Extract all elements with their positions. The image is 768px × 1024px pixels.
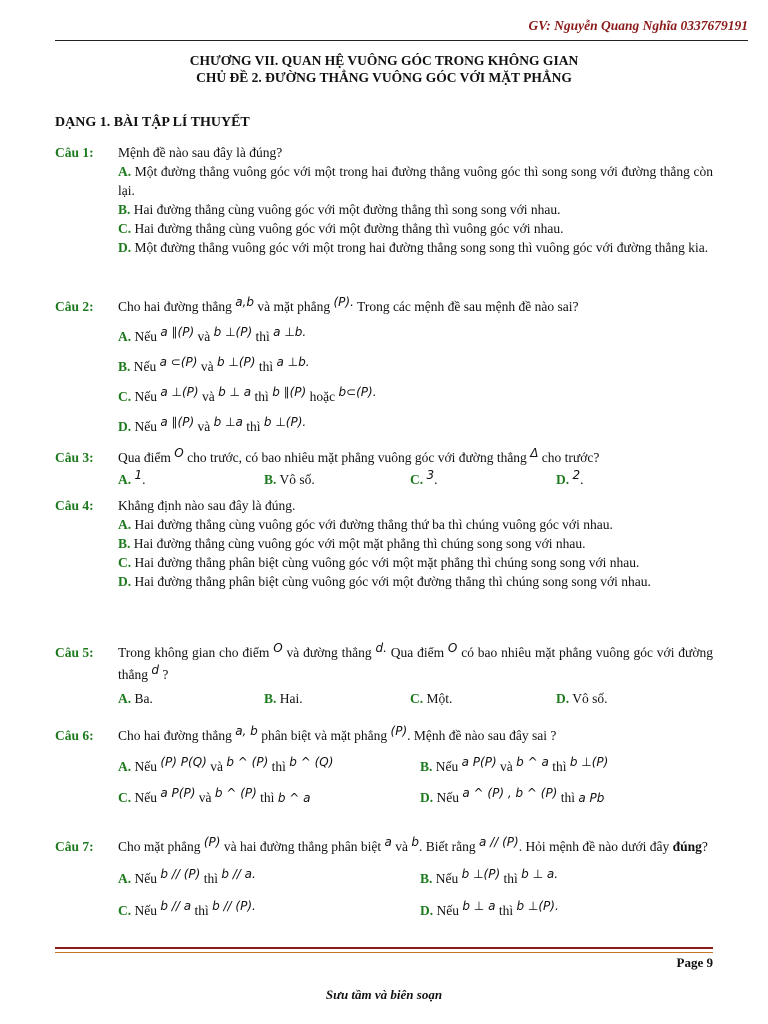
option-label: D. <box>556 472 570 487</box>
math-expr: a ∥(P) <box>160 415 195 429</box>
footer-divider <box>55 947 713 953</box>
chapter-title: CHƯƠNG VII. QUAN HỆ VUÔNG GÓC TRONG KHÔNG GIAN <box>189 53 579 68</box>
math-expr: O <box>447 641 458 655</box>
option-text: thì <box>552 759 567 774</box>
math-expr: b // a <box>160 899 192 913</box>
question-number: Câu 2: <box>55 299 94 314</box>
option-text: Nếu <box>133 359 157 374</box>
option-text: Một đường thẳng vuông góc với một trong hai đường thẳng song song thì vuông góc với đường thẳng kia. <box>134 240 709 255</box>
math-expr: (P). <box>333 295 354 309</box>
question-number: Câu 4: <box>55 498 94 513</box>
option-text: Nếu <box>134 329 157 344</box>
math-expr: a, b <box>235 724 258 738</box>
stem-text: Qua điểm <box>118 450 171 465</box>
stem-text: . Hỏi mệnh đề nào dưới đây <box>518 839 670 854</box>
options-row <box>118 756 713 778</box>
stem-text: ? <box>162 667 169 682</box>
option-text: thì <box>255 329 270 344</box>
option-c[interactable] <box>118 386 713 408</box>
option-c[interactable] <box>118 901 420 921</box>
question-stem <box>118 448 713 468</box>
option-text: thì <box>258 359 274 374</box>
option-label: D. <box>556 691 570 706</box>
option-c[interactable] <box>410 688 556 709</box>
stem-text: có bao nhiêu mặt phẳng vuông góc với đường thẳng <box>118 645 713 682</box>
math-expr: b ∥(P) <box>272 385 307 399</box>
option-c[interactable]: C. 3. <box>410 468 438 487</box>
option-text: thì <box>498 903 514 918</box>
option-label: C. <box>118 389 132 404</box>
math-expr: b ^ a <box>277 791 311 805</box>
option-b[interactable] <box>264 470 410 490</box>
option-label: A. <box>118 472 132 487</box>
option-label: A. <box>118 517 132 532</box>
question-stem: Mệnh đề nào sau đây là đúng? <box>118 145 283 160</box>
math-expr: b ^ a <box>516 755 549 769</box>
option-text: Hai đường thẳng cùng vuông góc với đường thẳng thứ ba thì chúng vuông góc với nhau. <box>134 517 613 532</box>
question-2 <box>55 296 713 438</box>
stem-text: . Mệnh đề nào sau đây sai ? <box>407 728 557 743</box>
option-a[interactable] <box>118 515 713 534</box>
stem-text: Trong không gian cho điểm <box>118 645 270 660</box>
option-text: Một. <box>426 691 453 706</box>
option-text: và <box>197 419 211 434</box>
option-label: D. <box>118 574 132 589</box>
option-b[interactable] <box>264 688 410 709</box>
math-expr: b ⊥(P) <box>213 325 253 339</box>
math-expr: b ⊥(P) <box>461 867 501 881</box>
option-text: thì <box>254 389 269 404</box>
math-expr: b ⊥ a <box>218 385 252 399</box>
question-1 <box>55 143 713 257</box>
question-6 <box>55 725 713 809</box>
math-expr: a <box>384 835 392 849</box>
option-label: D. <box>420 903 434 918</box>
option-label: B. <box>420 759 433 774</box>
math-expr: b ⊥(P). <box>263 415 307 429</box>
page-number: Page 9 <box>676 955 713 970</box>
math-expr: b ⊥(P) <box>216 355 256 369</box>
math-expr: (P) <box>203 835 221 849</box>
stem-text: Cho hai đường thẳng <box>118 728 232 743</box>
option-label: D. <box>420 790 434 805</box>
option-text: Vô số. <box>572 691 608 706</box>
option-a[interactable]: A. 1. <box>118 468 146 487</box>
option-label: B. <box>420 871 433 886</box>
option-label: A. <box>118 871 132 886</box>
stem-text: Cho mặt phẳng <box>118 839 201 854</box>
question-stem <box>118 725 713 747</box>
math-expr: O <box>273 641 283 655</box>
option-text: và <box>200 359 214 374</box>
math-expr: a Pb <box>578 791 605 805</box>
math-expr: a,b <box>235 295 254 309</box>
title-block <box>0 52 768 86</box>
question-number: Câu 3: <box>55 450 94 465</box>
option-label: B. <box>264 472 277 487</box>
option-label: C. <box>118 903 132 918</box>
math-expr: Δ <box>530 446 539 460</box>
option-text: và <box>201 389 215 404</box>
option-text: Hai đường thẳng phân biệt cùng vuông góc với một mặt phẳng thì chúng song song với nhau. <box>134 555 640 570</box>
page-header <box>55 18 748 41</box>
option-text: thì <box>271 759 286 774</box>
option-text: và <box>210 759 223 774</box>
option-text: Nếu <box>134 790 157 805</box>
math-expr: a P(P) <box>160 786 196 800</box>
question-number: Câu 5: <box>55 645 94 660</box>
option-text: và <box>197 329 211 344</box>
option-text: thì <box>560 790 575 805</box>
footer-credit: Sưu tầm và biên soạn <box>325 987 443 1002</box>
options-row <box>118 688 713 709</box>
option-d[interactable] <box>420 787 722 809</box>
option-text: Vô số. <box>279 472 315 487</box>
option-a[interactable] <box>118 869 420 889</box>
question-5 <box>55 642 713 709</box>
option-label: B. <box>118 202 131 217</box>
option-a[interactable] <box>118 326 713 348</box>
option-text: Hai. <box>279 691 303 706</box>
option-text: Nếu <box>134 419 157 434</box>
option-c[interactable] <box>118 219 713 238</box>
stem-text: và <box>395 839 409 854</box>
math-expr: b ^ (P) <box>226 755 269 769</box>
option-text: thì <box>246 419 261 434</box>
math-expr: a P(P) <box>461 755 497 769</box>
math-expr: a ^ (P) , b ^ (P) <box>462 786 558 800</box>
math-expr: d <box>151 663 159 677</box>
math-expr: 1 <box>134 468 143 482</box>
option-text: thì <box>203 871 218 886</box>
question-7 <box>55 837 713 921</box>
math-expr: b ^ (P) <box>214 786 257 800</box>
options-row <box>118 787 713 809</box>
option-text: Ba. <box>134 691 153 706</box>
question-number: Câu 7: <box>55 839 94 854</box>
question-stem <box>118 642 713 686</box>
option-label: A. <box>118 164 132 179</box>
math-expr: b // (P). <box>212 899 256 913</box>
stem-text: Cho hai đường thẳng <box>118 299 232 314</box>
option-label: C. <box>118 221 132 236</box>
option-text: Nếu <box>436 790 459 805</box>
question-number: Câu 6: <box>55 728 94 743</box>
option-b[interactable] <box>420 756 722 778</box>
option-label: C. <box>118 555 132 570</box>
option-label: A. <box>118 759 132 774</box>
option-text: Nếu <box>435 759 459 774</box>
option-a[interactable] <box>118 162 713 200</box>
math-expr: b ⊥(P). <box>516 899 559 913</box>
option-d[interactable]: D. 2. <box>556 468 584 487</box>
math-expr: a ⊥b. <box>273 325 307 339</box>
math-expr: a ⊂(P) <box>159 355 198 369</box>
math-expr: O <box>174 446 184 460</box>
stem-text: Qua điểm <box>390 645 445 660</box>
option-text: và <box>500 759 513 774</box>
option-label: C. <box>410 691 424 706</box>
option-c[interactable] <box>118 553 713 572</box>
math-expr: b // (P) <box>160 867 201 881</box>
math-expr: b // a. <box>221 867 256 881</box>
stem-text: ? <box>701 839 708 854</box>
option-text: thì <box>503 871 518 886</box>
option-text: Nếu <box>436 903 459 918</box>
option-text: Nếu <box>134 389 157 404</box>
math-expr: b⊂(P). <box>338 385 377 399</box>
option-text: thì <box>194 903 209 918</box>
stem-emphasis: đúng <box>672 839 702 854</box>
option-label: D. <box>118 419 132 434</box>
question-number: Câu 1: <box>55 145 94 160</box>
option-label: A. <box>118 691 132 706</box>
question-stem: Khẳng định nào sau đây là đúng. <box>118 498 296 513</box>
options-row <box>118 869 713 889</box>
stem-text: cho trước, có bao nhiêu mặt phẳng vuông góc với đường thẳng <box>187 450 527 465</box>
option-text: hoặc <box>309 389 336 404</box>
question-4 <box>55 496 713 591</box>
options-row <box>118 901 713 921</box>
option-text: và <box>198 790 212 805</box>
options-row <box>118 470 713 490</box>
math-expr: a ⊥(P) <box>160 385 199 399</box>
stem-text: và mặt phẳng <box>257 299 331 314</box>
math-expr: 3 <box>426 468 435 482</box>
math-expr: (P) <box>390 724 408 738</box>
math-expr: b ⊥ a. <box>521 867 559 881</box>
math-expr: b ⊥a <box>213 415 243 429</box>
question-3 <box>55 448 713 490</box>
option-d[interactable] <box>118 238 713 257</box>
option-label: C. <box>410 472 424 487</box>
option-a[interactable] <box>118 756 420 778</box>
option-text: Nếu <box>134 759 157 774</box>
option-label: B. <box>264 691 277 706</box>
option-d[interactable] <box>118 572 713 591</box>
option-text: Hai đường thẳng cùng vuông góc với một đường thẳng thì vuông góc với nhau. <box>134 221 564 236</box>
option-b[interactable] <box>118 200 713 219</box>
option-label: B. <box>118 359 131 374</box>
option-d[interactable] <box>420 901 722 921</box>
stem-text: và đường thẳng <box>286 645 372 660</box>
option-label: B. <box>118 536 131 551</box>
option-text: thì <box>260 790 275 805</box>
math-expr: b ⊥(P) <box>569 755 609 769</box>
option-text: Hai đường thẳng phân biệt cùng vuông góc với một đường thẳng thì chúng song song với nhau. <box>134 574 651 589</box>
math-expr: d. <box>375 641 387 655</box>
math-expr: a ∥(P) <box>160 325 195 339</box>
option-b[interactable] <box>118 534 713 553</box>
option-d[interactable] <box>556 688 702 709</box>
option-label: D. <box>118 240 132 255</box>
option-label: C. <box>118 790 132 805</box>
topic-title: CHỦ ĐỀ 2. ĐƯỜNG THẲNG VUÔNG GÓC VỚI MẶT PHẲNG <box>196 70 572 85</box>
option-d[interactable] <box>118 416 713 438</box>
option-text: Nếu <box>134 871 157 886</box>
option-text: Hai đường thẳng cùng vuông góc với một mặt phẳng thì chúng song song với nhau. <box>133 536 586 551</box>
stem-text: . Biết rằng <box>419 839 476 854</box>
option-a[interactable] <box>118 688 264 709</box>
option-b[interactable] <box>420 869 722 889</box>
option-text: Nếu <box>134 903 157 918</box>
option-text: Nếu <box>435 871 459 886</box>
math-expr: (P) P(Q) <box>160 755 207 769</box>
option-c[interactable] <box>118 787 420 809</box>
math-expr: a ⊥b. <box>276 355 310 369</box>
math-expr: b ⊥ a <box>462 899 496 913</box>
section-heading: DẠNG 1. BÀI TẬP LÍ THUYẾT <box>55 115 250 130</box>
stem-text: Trong các mệnh đề sau mệnh đề nào sai? <box>357 299 579 314</box>
option-text: Hai đường thẳng cùng vuông góc với một đường thẳng thì song song với nhau. <box>133 202 561 217</box>
stem-text: cho trước? <box>541 450 600 465</box>
math-expr: b ^ (Q) <box>289 755 334 769</box>
math-expr: a // (P) <box>479 835 519 849</box>
stem-text: phân biệt và mặt phẳng <box>261 728 388 743</box>
option-b[interactable] <box>118 356 713 378</box>
question-stem <box>118 837 713 857</box>
math-expr: 2 <box>572 468 581 482</box>
math-expr: b <box>411 835 420 849</box>
stem-text: và hai đường thẳng phân biệt <box>223 839 382 854</box>
option-text: Một đường thẳng vuông góc với một trong hai đường thẳng vuông góc thì song song với đường thẳng còn lại. <box>118 164 713 198</box>
question-stem <box>118 296 713 318</box>
option-label: A. <box>118 329 132 344</box>
teacher-info: GV: Nguyễn Quang Nghĩa 0337679191 <box>528 18 748 33</box>
